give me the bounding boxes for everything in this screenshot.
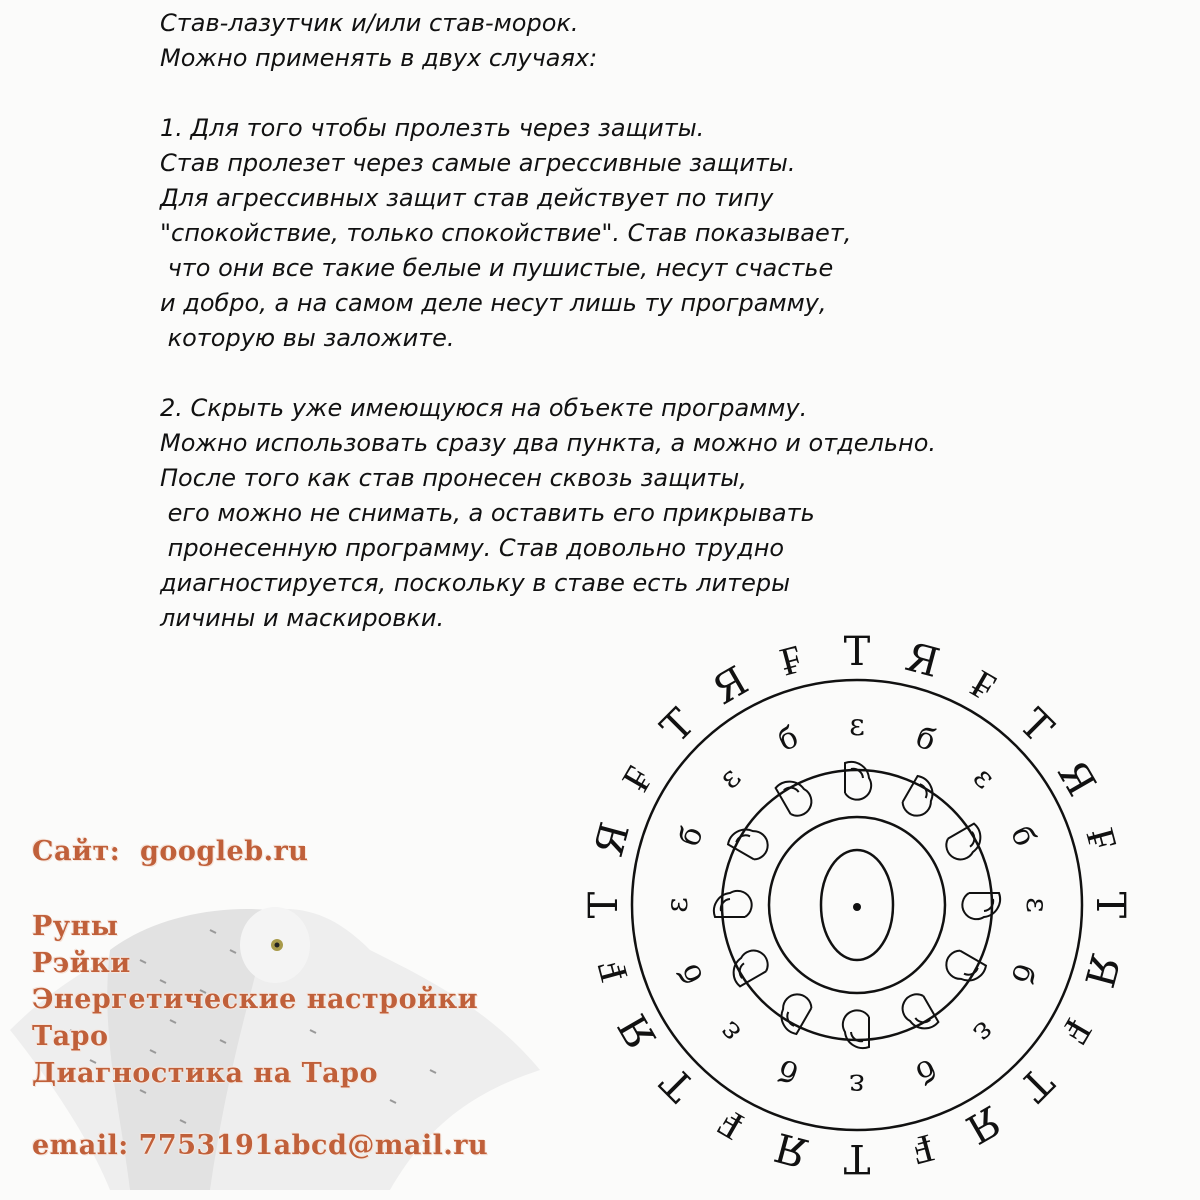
rune-glyph: Я: [769, 1122, 814, 1176]
rune-glyph: ₣: [710, 1099, 751, 1150]
rune-glyph: [897, 990, 939, 1036]
rune-glyph: ε: [660, 897, 695, 913]
text-line: "спокойствие, только спокойствие". Став показывает,: [160, 219, 852, 247]
rune-glyph: T: [581, 891, 627, 919]
rune-glyph: T: [652, 1058, 704, 1110]
rune-glyph: ₣: [963, 660, 1004, 711]
rune-glyph: Я: [586, 817, 640, 862]
text-line: личины и маскировки.: [160, 604, 445, 632]
rune-glyph: T: [1087, 891, 1133, 919]
text-line: Став пролезет через самые агрессивные защиты.: [160, 149, 796, 177]
text-line: которую вы заложите.: [160, 324, 455, 352]
service-item: Таро: [32, 1021, 109, 1052]
rune-glyph: ₣: [906, 1124, 939, 1175]
rune-glyph: [775, 774, 817, 820]
rune-glyph: Я: [900, 634, 945, 688]
rune-glyph: Я: [705, 657, 756, 714]
text-line: 1. Для того чтобы пролезть через защиты.: [160, 114, 705, 142]
rune-glyph: T: [843, 629, 871, 675]
service-item: Диагностика на Таро: [32, 1058, 379, 1089]
service-item: Рэйки: [32, 948, 131, 979]
article-text: [160, 6, 936, 636]
text-line: Для агрессивных защит став действует по типу: [160, 184, 774, 212]
text-line: пронесенную программу. Став довольно трудно: [160, 534, 785, 562]
rune-glyph: ₣: [775, 635, 808, 686]
text-line: Можно использовать сразу два пункта, а можно и отдельно.: [160, 429, 937, 457]
text-line: диагностируется, поскольку в ставе есть литеры: [160, 569, 791, 597]
rune-glyph: T: [1010, 1058, 1062, 1110]
rune-glyph: [727, 821, 773, 863]
rune-glyph: [726, 945, 772, 987]
text-line: его можно не снимать, а оставить его прикрывать: [160, 499, 815, 527]
rune-glyph: [899, 775, 941, 821]
rune-glyph: [941, 947, 987, 989]
rune-glyph: [714, 891, 752, 917]
rune-glyph: ₣: [1051, 1011, 1102, 1052]
rune-glyph: ε: [712, 1014, 748, 1050]
text-line: Можно применять в двух случаях:: [160, 44, 598, 72]
rune-glyph: [962, 893, 1000, 919]
rune-glyph: [845, 762, 871, 800]
text-line: что они все такие белые и пушистые, несут счастье: [160, 254, 834, 282]
text-line: и добро, а на самом деле несут лишь ту программу,: [160, 289, 827, 317]
rune-glyph: б: [671, 958, 711, 989]
site-link[interactable]: Сайт: googleb.ru: [32, 836, 309, 867]
rune-glyph: ε: [966, 760, 1002, 796]
rune-glyph: T: [652, 700, 704, 752]
rune-glyph: б: [910, 719, 941, 759]
rune-glyph: ₣: [612, 758, 663, 799]
rune-glyph: б: [671, 821, 711, 852]
rune-glyph: [773, 989, 815, 1035]
text-line: Став-лазутчик и/или став-морок.: [160, 9, 579, 37]
service-item: Руны: [32, 911, 119, 942]
rune-glyph: T: [1010, 700, 1062, 752]
rune-glyph: ε: [712, 760, 748, 796]
rune-glyph: б: [773, 1051, 804, 1091]
rune-glyph: ε: [1019, 897, 1054, 913]
text-line: После того как став пронесен сквозь защиты,: [160, 464, 747, 492]
rune-glyph: б: [910, 1051, 941, 1091]
email-link[interactable]: email: 7753191abcd@mail.ru: [32, 1130, 489, 1161]
rune-glyph: б: [1003, 821, 1043, 852]
rune-glyph: ε: [966, 1014, 1002, 1050]
rune-seal-image: [581, 629, 1133, 1181]
rune-glyph: Я: [609, 1006, 666, 1057]
rune-glyph: ₣: [1076, 823, 1127, 856]
rune-glyph: ε: [849, 1067, 865, 1102]
rune-glyph: б: [1003, 958, 1043, 989]
rune-glyph: [843, 1010, 869, 1048]
service-item: Энергетические настройки: [32, 984, 479, 1015]
rune-glyph: Я: [958, 1096, 1009, 1153]
rune-glyph: Я: [1074, 948, 1128, 993]
rune-glyph: [942, 823, 988, 865]
rune-glyph: Я: [1048, 753, 1105, 804]
text-line: 2. Скрыть уже имеющуюся на объекте программу.: [160, 394, 808, 422]
rune-glyph: б: [773, 719, 804, 759]
rune-glyph: T: [843, 1135, 871, 1181]
rune-glyph: ₣: [587, 954, 638, 987]
rune-glyph: ε: [849, 708, 865, 743]
